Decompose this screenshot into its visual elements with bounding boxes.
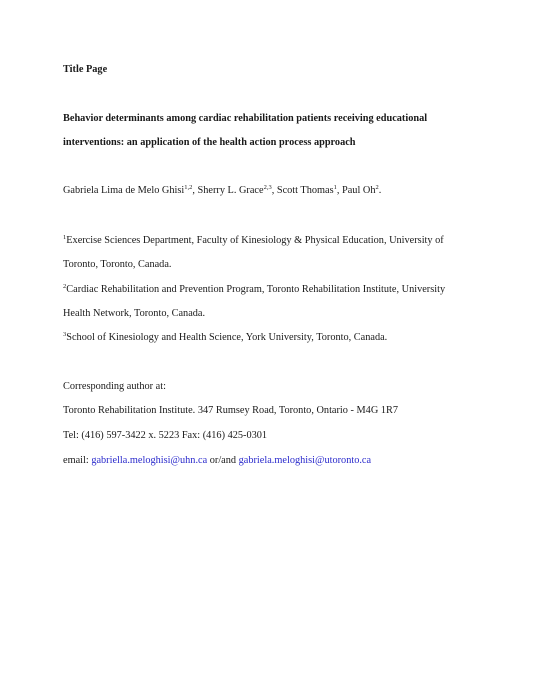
author-list [63, 185, 381, 197]
email-link-utoronto[interactable]: gabriela.meloghisi@utoronto.ca [238, 455, 372, 466]
affiliation-text: School of Kinesiology and Health Science, York University, Toronto, Canada. [66, 332, 388, 343]
affiliation-text: Exercise Sciences Department, Faculty of Kinesiology & Physical Education, University of [66, 235, 444, 246]
author-name: Gabriela Lima de Melo Ghisi [63, 185, 185, 196]
author-name: Sherry L. Grace [197, 185, 264, 196]
affiliation-1-line-2: Toronto, Toronto, Canada. [63, 259, 172, 270]
paper-title-line-2: interventions: an application of the health action process approach [63, 137, 356, 148]
author-separator: . [378, 185, 382, 196]
corresponding-address: Toronto Rehabilitation Institute. 347 Rumsey Road, Toronto, Ontario - M4G 1R7 [63, 405, 398, 416]
author-separator: , [336, 185, 342, 196]
email-join: or/and [207, 455, 239, 466]
affiliation-number: 2 [63, 283, 67, 290]
affiliation-1-line-1 [63, 235, 444, 247]
corresponding-label: Corresponding author at: [63, 381, 166, 392]
affiliation-2-line-1 [63, 284, 445, 296]
affiliation-3-line-1 [63, 332, 387, 344]
paper-title-line-1: Behavior determinants among cardiac rehabilitation patients receiving educational [63, 113, 428, 124]
affiliation-2-line-2: Health Network, Toronto, Canada. [63, 308, 206, 319]
author-affiliation-mark: 1,2 [184, 184, 193, 191]
author-affiliation-mark: 1 [333, 184, 337, 191]
author-name: Scott Thomas [276, 185, 334, 196]
email-link-uhn[interactable]: gabriella.meloghisi@uhn.ca [91, 455, 208, 466]
author-affiliation-mark: 2,3 [263, 184, 272, 191]
affiliation-number: 3 [63, 331, 67, 338]
author-separator: , [192, 185, 198, 196]
author-separator: , [271, 185, 277, 196]
affiliation-number: 1 [63, 234, 67, 241]
affiliation-text: Cardiac Rehabilitation and Prevention Program, Toronto Rehabilitation Institute, University [66, 284, 446, 295]
corresponding-email-line [63, 455, 371, 467]
author-name: Paul Oh [342, 185, 376, 196]
email-prefix: email: [63, 455, 92, 466]
corresponding-phone: Tel: (416) 597-3422 x. 5223 Fax: (416) 425-0301 [63, 430, 268, 441]
author-affiliation-mark: 2 [375, 184, 379, 191]
title-page-label: Title Page [63, 64, 108, 75]
